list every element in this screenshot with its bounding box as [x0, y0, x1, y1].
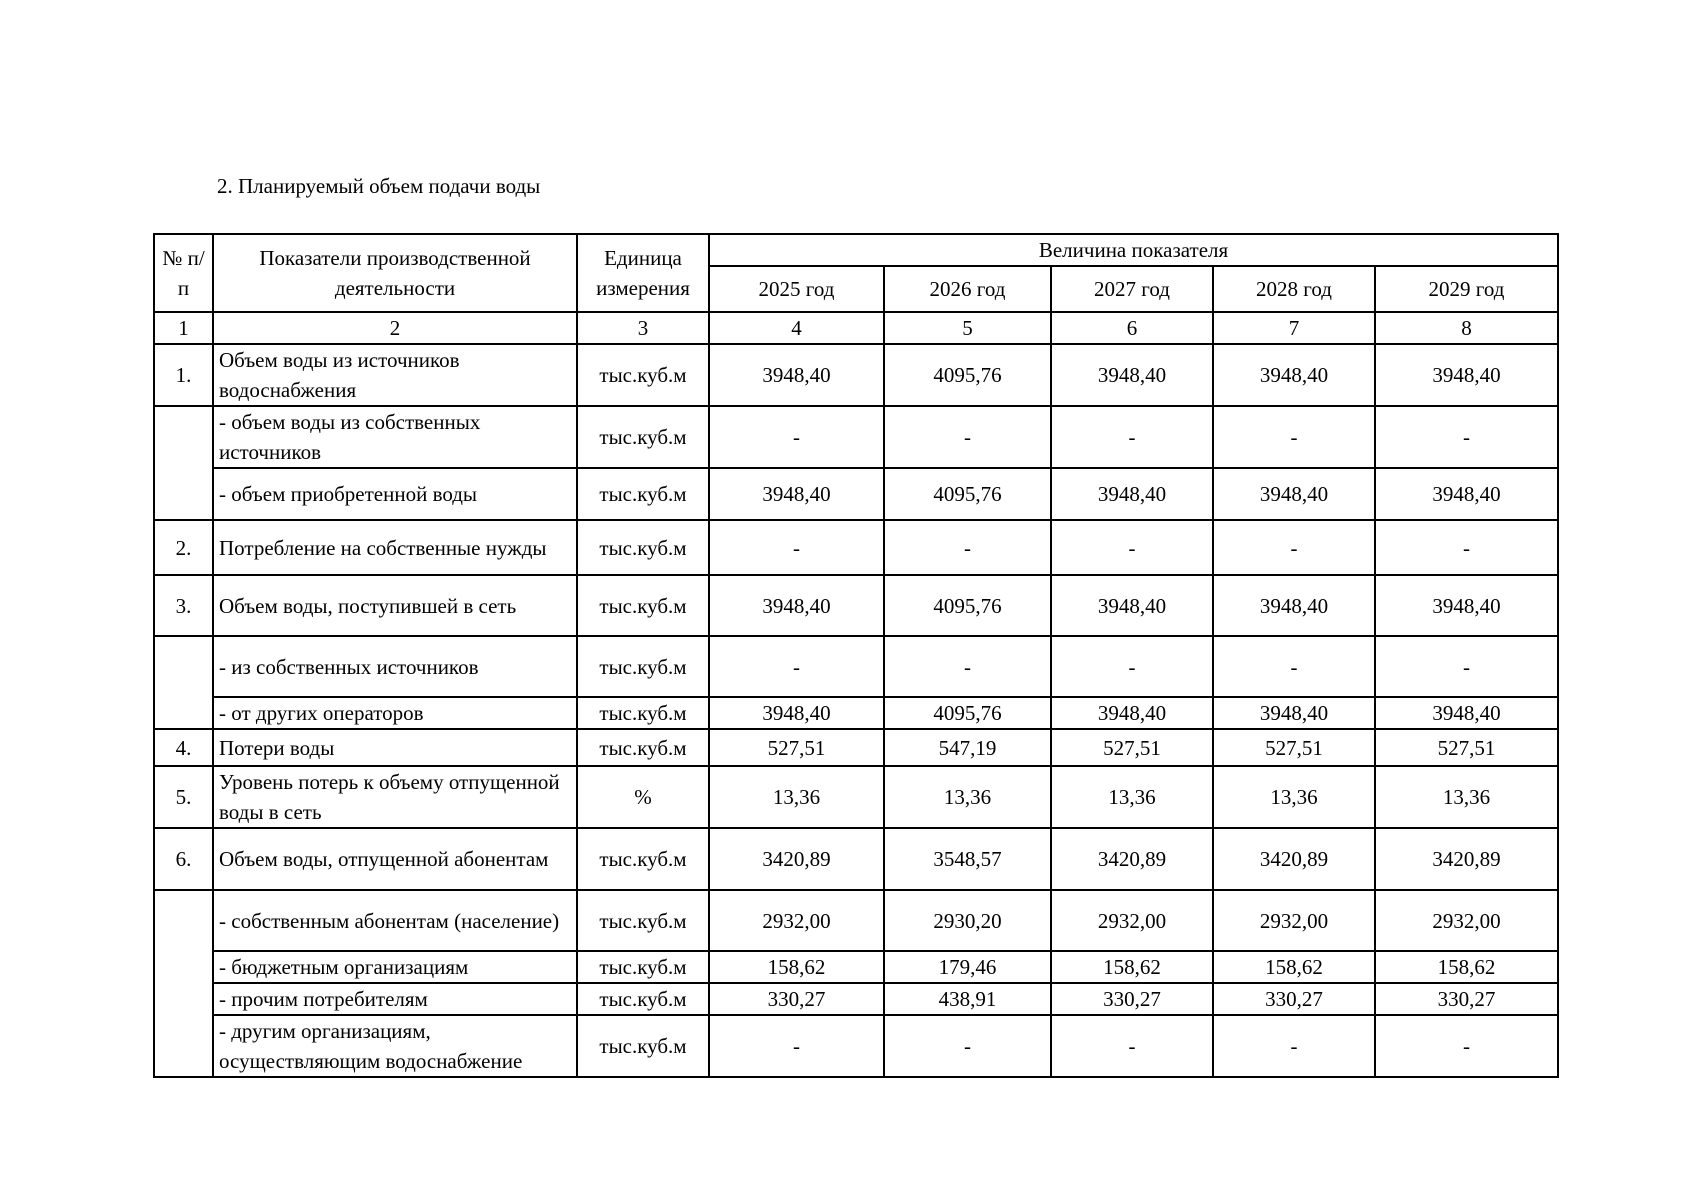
row-value: -	[1375, 636, 1558, 697]
column-number: 7	[1213, 312, 1375, 344]
row-value: 527,51	[1375, 729, 1558, 766]
row-value: -	[1213, 1015, 1375, 1077]
row-value: 330,27	[709, 983, 884, 1015]
row-number	[154, 406, 213, 520]
row-unit: тыс.куб.м	[577, 344, 709, 406]
row-label: - прочим потребителям	[213, 983, 577, 1015]
row-label: Объем воды из источников водоснабжения	[213, 344, 577, 406]
row-value: 2932,00	[709, 890, 884, 951]
row-label: Потери воды	[213, 729, 577, 766]
row-value: -	[1375, 406, 1558, 468]
section-heading: 2. Планируемый объем подачи воды	[217, 174, 541, 198]
row-value: 4095,76	[884, 697, 1051, 729]
table-row	[154, 575, 1558, 636]
row-value: 3948,40	[1213, 344, 1375, 406]
row-value: 13,36	[884, 766, 1051, 828]
row-value: -	[884, 1015, 1051, 1077]
row-value: 4095,76	[884, 344, 1051, 406]
row-number: 2.	[154, 520, 213, 575]
row-value: 2930,20	[884, 890, 1051, 951]
row-value: 3548,57	[884, 828, 1051, 890]
row-unit: тыс.куб.м	[577, 520, 709, 575]
row-unit: тыс.куб.м	[577, 729, 709, 766]
row-unit: %	[577, 766, 709, 828]
row-value: -	[884, 636, 1051, 697]
table-row	[154, 344, 1558, 406]
table-row	[154, 828, 1558, 890]
row-value: 3948,40	[1051, 575, 1213, 636]
row-value: -	[1051, 636, 1213, 697]
row-unit: тыс.куб.м	[577, 575, 709, 636]
row-unit: тыс.куб.м	[577, 828, 709, 890]
column-number: 6	[1051, 312, 1213, 344]
row-value: 330,27	[1051, 983, 1213, 1015]
row-value: -	[1213, 520, 1375, 575]
row-value: 527,51	[1051, 729, 1213, 766]
table-row	[154, 890, 1558, 951]
header-year: 2028 год	[1213, 266, 1375, 312]
row-value: -	[1375, 520, 1558, 575]
row-value: 3420,89	[1213, 828, 1375, 890]
row-value: -	[709, 406, 884, 468]
row-value: 179,46	[884, 951, 1051, 983]
table-row	[154, 406, 1558, 468]
table-row	[154, 729, 1558, 766]
row-value: -	[709, 520, 884, 575]
row-label: - из собственных источников	[213, 636, 577, 697]
row-number: 6.	[154, 828, 213, 890]
row-label: - собственным абонентам (население)	[213, 890, 577, 951]
row-value: 547,19	[884, 729, 1051, 766]
row-value: 527,51	[709, 729, 884, 766]
row-value: 3948,40	[1213, 468, 1375, 520]
row-value: 13,36	[1375, 766, 1558, 828]
header-year: 2025 год	[709, 266, 884, 312]
row-value: -	[1375, 1015, 1558, 1077]
row-value: 158,62	[1213, 951, 1375, 983]
row-value: 3948,40	[1375, 344, 1558, 406]
row-number: 5.	[154, 766, 213, 828]
column-number: 2	[213, 312, 577, 344]
row-unit: тыс.куб.м	[577, 951, 709, 983]
row-label: - объем воды из собственных источников	[213, 406, 577, 468]
row-value: 330,27	[1375, 983, 1558, 1015]
row-unit: тыс.куб.м	[577, 890, 709, 951]
header-num: № п/п	[154, 234, 213, 312]
table-row	[154, 697, 1558, 729]
row-value: 3948,40	[1375, 575, 1558, 636]
row-value: 3948,40	[709, 468, 884, 520]
water-supply-table	[153, 233, 1559, 1078]
row-value: 2932,00	[1051, 890, 1213, 951]
row-value: 13,36	[709, 766, 884, 828]
row-number: 4.	[154, 729, 213, 766]
row-value: 4095,76	[884, 575, 1051, 636]
row-value: -	[1051, 520, 1213, 575]
column-number: 4	[709, 312, 884, 344]
row-value: 13,36	[1051, 766, 1213, 828]
row-value: 3420,89	[709, 828, 884, 890]
row-value: 3948,40	[1213, 575, 1375, 636]
row-number	[154, 890, 213, 1077]
row-value: 158,62	[709, 951, 884, 983]
column-number: 3	[577, 312, 709, 344]
row-unit: тыс.куб.м	[577, 697, 709, 729]
row-value: 4095,76	[884, 468, 1051, 520]
row-value: 158,62	[1375, 951, 1558, 983]
header-indicator: Показатели производственной деятельности	[213, 234, 577, 312]
row-number	[154, 636, 213, 729]
row-value: 3420,89	[1051, 828, 1213, 890]
row-unit: тыс.куб.м	[577, 983, 709, 1015]
row-value: -	[709, 636, 884, 697]
column-number: 1	[154, 312, 213, 344]
header-year: 2027 год	[1051, 266, 1213, 312]
row-value: 3948,40	[709, 697, 884, 729]
row-unit: тыс.куб.м	[577, 636, 709, 697]
row-value: 2932,00	[1213, 890, 1375, 951]
row-label: Потребление на собственные нужды	[213, 520, 577, 575]
header-year: 2029 год	[1375, 266, 1558, 312]
row-value: -	[1051, 406, 1213, 468]
row-value: 3420,89	[1375, 828, 1558, 890]
row-label: - от других операторов	[213, 697, 577, 729]
row-number: 1.	[154, 344, 213, 406]
row-value: 3948,40	[1375, 697, 1558, 729]
row-label: Уровень потерь к объему отпущенной воды в сеть	[213, 766, 577, 828]
row-value: 3948,40	[1051, 468, 1213, 520]
row-unit: тыс.куб.м	[577, 406, 709, 468]
row-value: 527,51	[1213, 729, 1375, 766]
table-row	[154, 636, 1558, 697]
row-unit: тыс.куб.м	[577, 468, 709, 520]
row-value: 3948,40	[1051, 344, 1213, 406]
row-number: 3.	[154, 575, 213, 636]
table-row	[154, 766, 1558, 828]
header-value-group: Величина показателя	[709, 234, 1558, 266]
row-value: 3948,40	[1051, 697, 1213, 729]
row-unit: тыс.куб.м	[577, 1015, 709, 1077]
header-unit: Единица измерения	[577, 234, 709, 312]
row-value: 3948,40	[709, 344, 884, 406]
row-value: 2932,00	[1375, 890, 1558, 951]
table-row	[154, 983, 1558, 1015]
row-value: -	[1213, 406, 1375, 468]
row-value: 438,91	[884, 983, 1051, 1015]
row-value: -	[1051, 1015, 1213, 1077]
row-value: -	[884, 520, 1051, 575]
table-row	[154, 468, 1558, 520]
row-value: 158,62	[1051, 951, 1213, 983]
row-label: - бюджетным организациям	[213, 951, 577, 983]
table-row	[154, 520, 1558, 575]
row-label: - другим организациям, осуществляющим водоснабжение	[213, 1015, 577, 1077]
row-value: 3948,40	[1375, 468, 1558, 520]
row-value: 3948,40	[1213, 697, 1375, 729]
row-value: -	[709, 1015, 884, 1077]
column-number: 5	[884, 312, 1051, 344]
row-value: 330,27	[1213, 983, 1375, 1015]
row-label: Объем воды, отпущенной абонентам	[213, 828, 577, 890]
row-value: 13,36	[1213, 766, 1375, 828]
column-number: 8	[1375, 312, 1558, 344]
header-year: 2026 год	[884, 266, 1051, 312]
table-row	[154, 951, 1558, 983]
row-value: 3948,40	[709, 575, 884, 636]
row-label: Объем воды, поступившей в сеть	[213, 575, 577, 636]
row-label: - объем приобретенной воды	[213, 468, 577, 520]
row-value: -	[884, 406, 1051, 468]
table-row	[154, 1015, 1558, 1077]
row-value: -	[1213, 636, 1375, 697]
